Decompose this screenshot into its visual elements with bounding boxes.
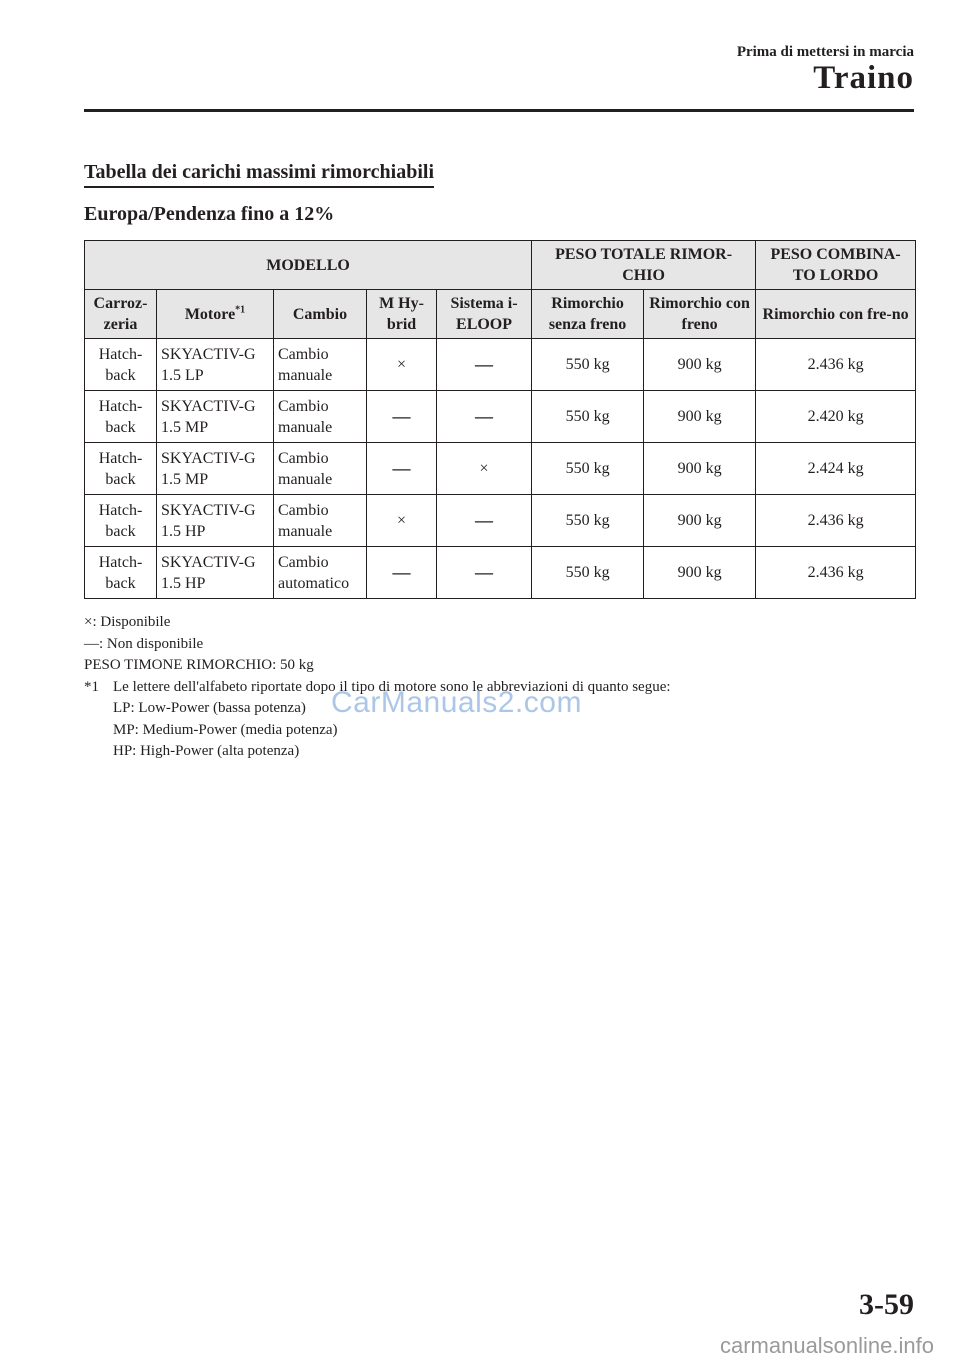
cell-body: Hatch-back [85, 547, 157, 599]
cell-hybrid: — [367, 443, 437, 495]
cell-braked: 900 kg [644, 547, 756, 599]
cell-body: Hatch-back [85, 391, 157, 443]
header-trailer-weight: PESO TOTALE RIMOR-CHIO [532, 241, 756, 290]
cell-eloop: — [437, 339, 532, 391]
section-heading: Tabella dei carichi massimi rimorchiabili [84, 161, 434, 188]
footnote-line: HP: High-Power (alta potenza) [113, 743, 300, 759]
cell-engine: SKYACTIV-G 1.5 MP [157, 443, 274, 495]
cell-eloop: — [437, 547, 532, 599]
cell-body: Hatch-back [85, 495, 157, 547]
cell-unbraked: 550 kg [532, 495, 644, 547]
header-divider [84, 109, 914, 112]
footer-watermark: carmanualsonline.info [719, 1333, 934, 1358]
cell-unbraked: 550 kg [532, 443, 644, 495]
column-header-row [85, 290, 916, 339]
cell-hybrid: × [367, 339, 437, 391]
col-body: Carroz-zeria [85, 290, 157, 339]
cell-combined: 2.436 kg [756, 339, 916, 391]
sub-heading: Europa/Pendenza fino a 12% [84, 203, 335, 225]
footnote-line: MP: Medium-Power (media potenza) [113, 721, 338, 738]
col-engine [157, 290, 274, 339]
cell-unbraked: 550 kg [532, 391, 644, 443]
cell-unbraked: 550 kg [532, 339, 644, 391]
footnote-line: Le lettere dell'alfabeto riportate dopo il tipo di motore sono le abbreviazioni di quanto segue: [113, 678, 671, 695]
towing-load-table [84, 240, 916, 599]
cell-eloop: — [437, 391, 532, 443]
col-hybrid: M Hy-brid [367, 290, 437, 339]
cell-braked: 900 kg [644, 495, 756, 547]
footnote-mark: *1 [84, 678, 99, 695]
tongue-weight-note: PESO TIMONE RIMORCHIO: 50 kg [84, 657, 314, 673]
cell-combined: 2.436 kg [756, 495, 916, 547]
table-row [85, 339, 916, 391]
table-row [85, 547, 916, 599]
page-number: 3-59 [859, 1288, 914, 1321]
col-engine-label: Motore [184, 305, 236, 323]
col-unbraked: Rimorchio senza freno [532, 290, 644, 339]
table-row [85, 495, 916, 547]
col-braked: Rimorchio con freno [644, 290, 756, 339]
cell-transmission: Cambio manuale [274, 339, 367, 391]
table-row [85, 391, 916, 443]
header-model: MODELLO [85, 241, 532, 290]
cell-combined: 2.436 kg [756, 547, 916, 599]
footnote-ref: *1 [235, 304, 246, 316]
col-transmission: Cambio [274, 290, 367, 339]
watermark: CarManuals2.com [331, 686, 582, 719]
cell-engine: SKYACTIV-G 1.5 HP [157, 547, 274, 599]
cell-unbraked: 550 kg [532, 547, 644, 599]
cell-body: Hatch-back [85, 443, 157, 495]
cell-hybrid: — [367, 547, 437, 599]
cell-braked: 900 kg [644, 391, 756, 443]
cell-engine: SKYACTIV-G 1.5 LP [157, 339, 274, 391]
cell-engine: SKYACTIV-G 1.5 MP [157, 391, 274, 443]
header-combined-weight: PESO COMBINA-TO LORDO [756, 241, 916, 290]
cell-transmission: Cambio automatico [274, 547, 367, 599]
cell-combined: 2.424 kg [756, 443, 916, 495]
col-eloop: Sistema i-ELOOP [437, 290, 532, 339]
cell-body: Hatch-back [85, 339, 157, 391]
cell-braked: 900 kg [644, 339, 756, 391]
cell-transmission: Cambio manuale [274, 495, 367, 547]
cell-eloop: × [437, 443, 532, 495]
cell-combined: 2.420 kg [756, 391, 916, 443]
cell-hybrid: — [367, 391, 437, 443]
cell-hybrid: × [367, 495, 437, 547]
cell-transmission: Cambio manuale [274, 443, 367, 495]
cell-eloop: — [437, 495, 532, 547]
col-combined: Rimorchio con fre-no [756, 290, 916, 339]
legend-available: ×: Disponibile [84, 614, 171, 630]
cell-engine: SKYACTIV-G 1.5 HP [157, 495, 274, 547]
legend-not-available: —: Non disponibile [84, 635, 204, 652]
cell-braked: 900 kg [644, 443, 756, 495]
cell-transmission: Cambio manuale [274, 391, 367, 443]
table-row [85, 443, 916, 495]
group-header-row [85, 241, 916, 290]
header-section-label: Prima di mettersi in marcia [736, 44, 914, 60]
footnote-line: LP: Low-Power (bassa potenza) [113, 700, 306, 716]
header-chapter-title: Traino [813, 60, 914, 96]
